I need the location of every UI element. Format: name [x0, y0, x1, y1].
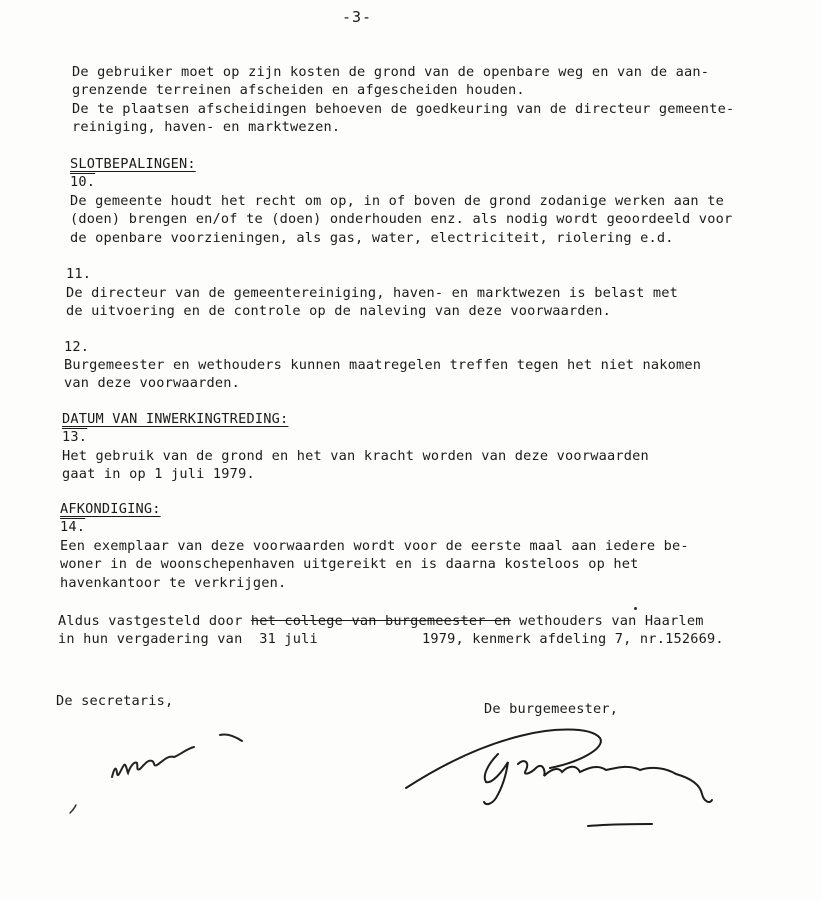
article-line: De gemeente houdt het recht om op, in of boven de grond zodanige werken aan te — [70, 193, 724, 209]
article-line: van deze voorwaarden. — [64, 375, 241, 391]
article-line: (doen) brengen en/of te (doen) onderhouden enz. als nodig wordt geoordeeld voor — [70, 211, 733, 227]
secretary-label: De secretaris, — [56, 693, 174, 709]
meeting-date: 31 juli — [259, 631, 318, 647]
closing-text: Aldus vastgesteld door — [58, 613, 251, 629]
article-number: 11. — [66, 266, 92, 282]
section-heading-slotbepalingen: SLOTBEPALINGEN: — [70, 156, 196, 172]
section-heading-afkondiging: AFKONDIGING: — [60, 501, 161, 517]
article-line: Burgemeester en wethouders kunnen maatregelen treffen tegen het niet nakomen — [64, 357, 702, 373]
closing-line — [58, 630, 724, 648]
article-line: woner in de woonschepenhaven uitgereikt en is daarna kosteloos op het — [60, 556, 639, 572]
ink-speck — [634, 607, 637, 610]
section-heading-datum: DATUM VAN INWERKINGTREDING: — [62, 411, 289, 427]
article-number: 12. — [64, 339, 90, 355]
closing-text: 1979, kenmerk afdeling 7, nr.152669. — [421, 631, 724, 647]
closing-struck-text: het college van burgemeester en — [250, 613, 511, 629]
article-line: Het gebruik van de grond en het van kracht worden van deze voorwaarden — [62, 448, 649, 464]
paragraph-line: reiniging, haven- en marktwezen. — [72, 119, 341, 135]
page-number: -3- — [342, 8, 373, 26]
article-line: de openbare voorzieningen, als gas, water, electriciteit, riolering e.d. — [70, 230, 674, 246]
article-line: de uitvoering en de controle op de naleving van deze voorwaarden. — [66, 303, 611, 319]
paragraph-line: De te plaatsen afscheidingen behoeven de goedkeuring van de directeur gemeente- — [72, 101, 735, 117]
article-number: 10. — [70, 174, 96, 190]
paragraph-line: grenzende terreinen afscheiden en afgescheiden houden. — [72, 82, 525, 98]
closing-text: in hun vergadering van — [58, 631, 260, 647]
secretary-signature — [60, 725, 260, 815]
article-line: gaat in op 1 juli 1979. — [62, 466, 255, 482]
closing-text: wethouders van Haarlem — [510, 613, 704, 629]
article-number: 14. — [60, 519, 86, 535]
closing-line — [58, 612, 704, 630]
article-line: havenkantoor te verkrijgen. — [60, 575, 287, 591]
article-line: De directeur van de gemeentereiniging, haven- en marktwezen is belast met — [66, 285, 679, 301]
article-number: 13. — [62, 429, 88, 445]
article-line: Een exemplaar van deze voorwaarden wordt voor de eerste maal aan iedere be- — [60, 538, 689, 554]
paragraph-line: De gebruiker moet op zijn kosten de grond van de openbare weg en van de aan- — [72, 64, 710, 80]
mayor-signature — [400, 718, 720, 838]
mayor-label: De burgemeester, — [484, 701, 619, 717]
